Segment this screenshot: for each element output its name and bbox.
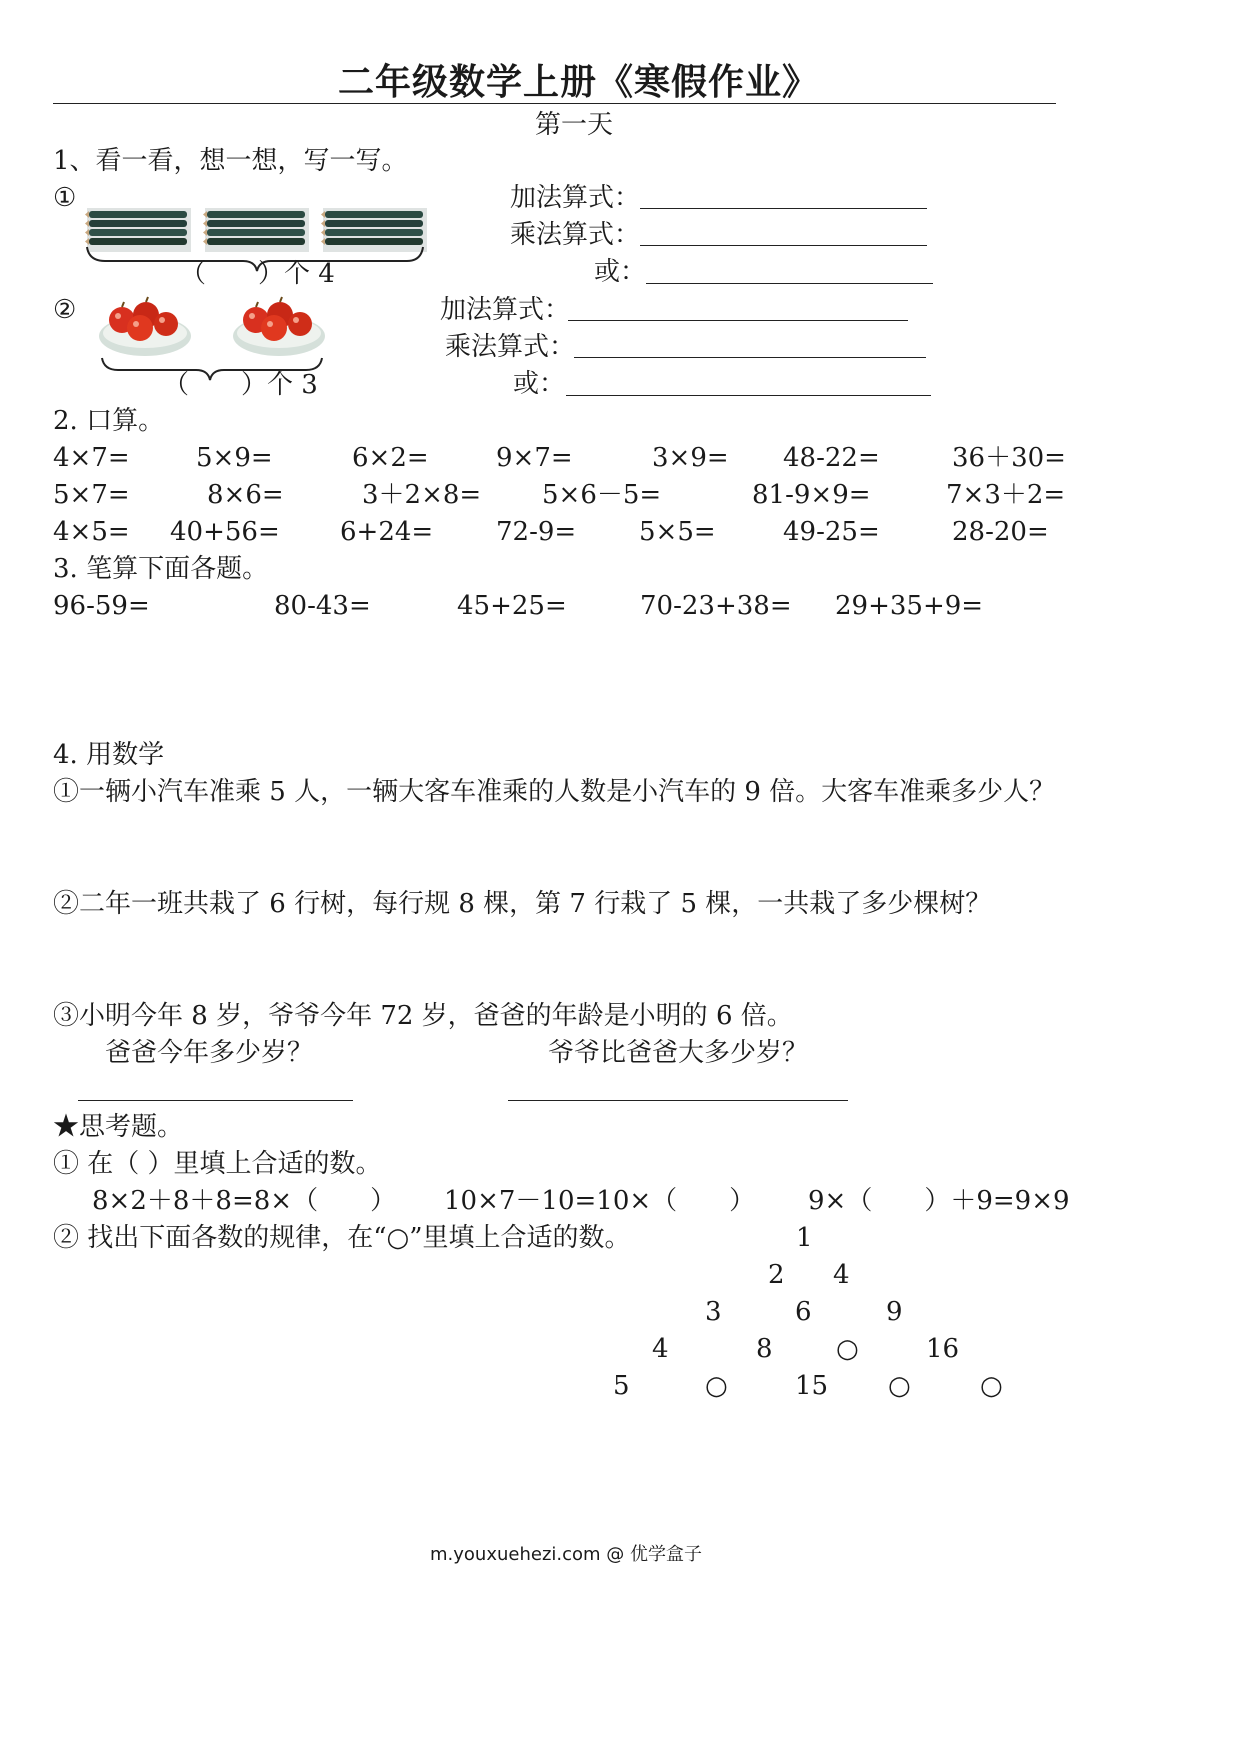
mental-math-item: 8×6= bbox=[207, 480, 284, 510]
mental-math-item: 72-9= bbox=[496, 517, 577, 547]
mental-math-item: 4×7= bbox=[53, 443, 130, 473]
mental-math-item: 5×6－5= bbox=[542, 480, 662, 510]
word-problem-3: ③小明今年 8 岁，爷爷今年 72 岁，爸爸的年龄是小明的 6 倍。 bbox=[53, 1001, 793, 1031]
word-problem-3-sub1: 爸爸今年多少岁？ bbox=[105, 1038, 314, 1068]
mental-math-item: 81-9×9= bbox=[752, 480, 871, 510]
mental-math-item: 40+56= bbox=[170, 517, 280, 547]
triangle-blank-circle[interactable]: ○ bbox=[705, 1371, 728, 1401]
triangle-blank-circle[interactable]: ○ bbox=[888, 1371, 911, 1401]
mental-math-item: 49-25= bbox=[783, 517, 880, 547]
mental-math-item: 7×3＋2= bbox=[946, 480, 1066, 510]
mental-math-item: 6×2= bbox=[352, 443, 429, 473]
mental-math-item: 3＋2×8= bbox=[362, 480, 482, 510]
q1-item1-or-label: 或： bbox=[594, 257, 647, 287]
q1-item2-multiplication-label: 乘法算式： bbox=[445, 332, 576, 362]
title-divider bbox=[53, 103, 1056, 104]
footer-watermark: m.youxuehezi.com @ 优学盒子 bbox=[430, 1544, 703, 1565]
q2-heading: 2. 口算。 bbox=[53, 406, 165, 436]
mental-math-item: 48-22= bbox=[783, 443, 880, 473]
triangle-blank-circle[interactable]: ○ bbox=[836, 1334, 859, 1364]
q1-item2-marker: ② bbox=[53, 295, 77, 325]
written-calc-item: 29+35+9= bbox=[835, 591, 984, 621]
think-eq1: 8×2＋8＋8=8×（ ） bbox=[92, 1186, 397, 1216]
day-label: 第一天 bbox=[535, 110, 614, 140]
mental-math-item: 5×5= bbox=[639, 517, 716, 547]
q1-item2-or-label: 或： bbox=[513, 369, 566, 399]
q1-item1-addition-answer-line[interactable] bbox=[640, 208, 927, 209]
q1-item2-addition-label: 加法算式： bbox=[440, 295, 571, 325]
q1-item1-multiplication-answer-line[interactable] bbox=[640, 245, 927, 246]
triangle-number: 2 bbox=[768, 1260, 785, 1290]
written-calc-item: 96-59= bbox=[53, 591, 150, 621]
q4-heading: 4. 用数学 bbox=[53, 740, 165, 770]
mental-math-item: 3×9= bbox=[652, 443, 729, 473]
triangle-number: 4 bbox=[833, 1260, 850, 1290]
think-eq3: 9×（ ）＋9=9×9 bbox=[808, 1186, 1070, 1216]
sub1-answer-line[interactable] bbox=[78, 1100, 353, 1101]
mental-math-item: 6+24= bbox=[340, 517, 434, 547]
triangle-number: 3 bbox=[705, 1297, 722, 1327]
mental-math-item: 36＋30= bbox=[952, 443, 1066, 473]
mental-math-item: 5×7= bbox=[53, 480, 130, 510]
q1-item1-caption: （ ）个 4 bbox=[180, 259, 335, 289]
triangle-number: 8 bbox=[756, 1334, 773, 1364]
word-problem-1: ①一辆小汽车准乘 5 人，一辆大客车准乘的人数是小汽车的 9 倍。大客车准乘多少人？ bbox=[53, 777, 1056, 807]
word-problem-3-sub2: 爷爷比爸爸大多少岁？ bbox=[548, 1038, 809, 1068]
q1-item2-multiplication-answer-line[interactable] bbox=[574, 357, 926, 358]
triangle-number: 5 bbox=[613, 1371, 630, 1401]
mental-math-item: 9×7= bbox=[496, 443, 573, 473]
written-calc-item: 70-23+38= bbox=[640, 591, 792, 621]
triangle-number: 4 bbox=[652, 1334, 669, 1364]
q1-heading: 1、看一看，想一想，写一写。 bbox=[53, 146, 408, 176]
sub2-answer-line[interactable] bbox=[508, 1100, 848, 1101]
think-heading: ★思考题。 bbox=[53, 1112, 184, 1142]
mental-math-item: 4×5= bbox=[53, 517, 130, 547]
q3-heading: 3. 笔算下面各题。 bbox=[53, 554, 269, 584]
q1-item2-caption: （ ）个 3 bbox=[163, 370, 318, 400]
q1-item2-addition-answer-line[interactable] bbox=[568, 320, 908, 321]
triangle-blank-circle[interactable]: ○ bbox=[980, 1371, 1003, 1401]
think-s2: ② 找出下面各数的规律，在“○”里填上合适的数。 bbox=[53, 1223, 631, 1253]
mental-math-item: 5×9= bbox=[196, 443, 273, 473]
q1-item1-marker: ① bbox=[53, 183, 77, 213]
triangle-number: 9 bbox=[886, 1297, 903, 1327]
triangle-number: 1 bbox=[796, 1223, 813, 1253]
word-problem-2: ②二年一班共栽了 6 行树，每行规 8 棵，第 7 行栽了 5 棵，一共栽了多少棵树？ bbox=[53, 889, 992, 919]
page-title: 二年级数学上册《寒假作业》 bbox=[338, 61, 820, 103]
triangle-number: 16 bbox=[926, 1334, 960, 1364]
q1-item1-multiplication-label: 乘法算式： bbox=[510, 220, 641, 250]
q1-item2-or-answer-line[interactable] bbox=[566, 395, 931, 396]
q1-item1-addition-label: 加法算式： bbox=[510, 183, 641, 213]
think-eq2: 10×7－10=10×（ ） bbox=[444, 1186, 756, 1216]
think-s1: ① 在（ ）里填上合适的数。 bbox=[53, 1149, 382, 1179]
written-calc-item: 80-43= bbox=[274, 591, 371, 621]
written-calc-item: 45+25= bbox=[457, 591, 567, 621]
triangle-number: 15 bbox=[795, 1371, 829, 1401]
mental-math-item: 28-20= bbox=[952, 517, 1049, 547]
triangle-number: 6 bbox=[795, 1297, 812, 1327]
q1-item1-or-answer-line[interactable] bbox=[646, 283, 933, 284]
